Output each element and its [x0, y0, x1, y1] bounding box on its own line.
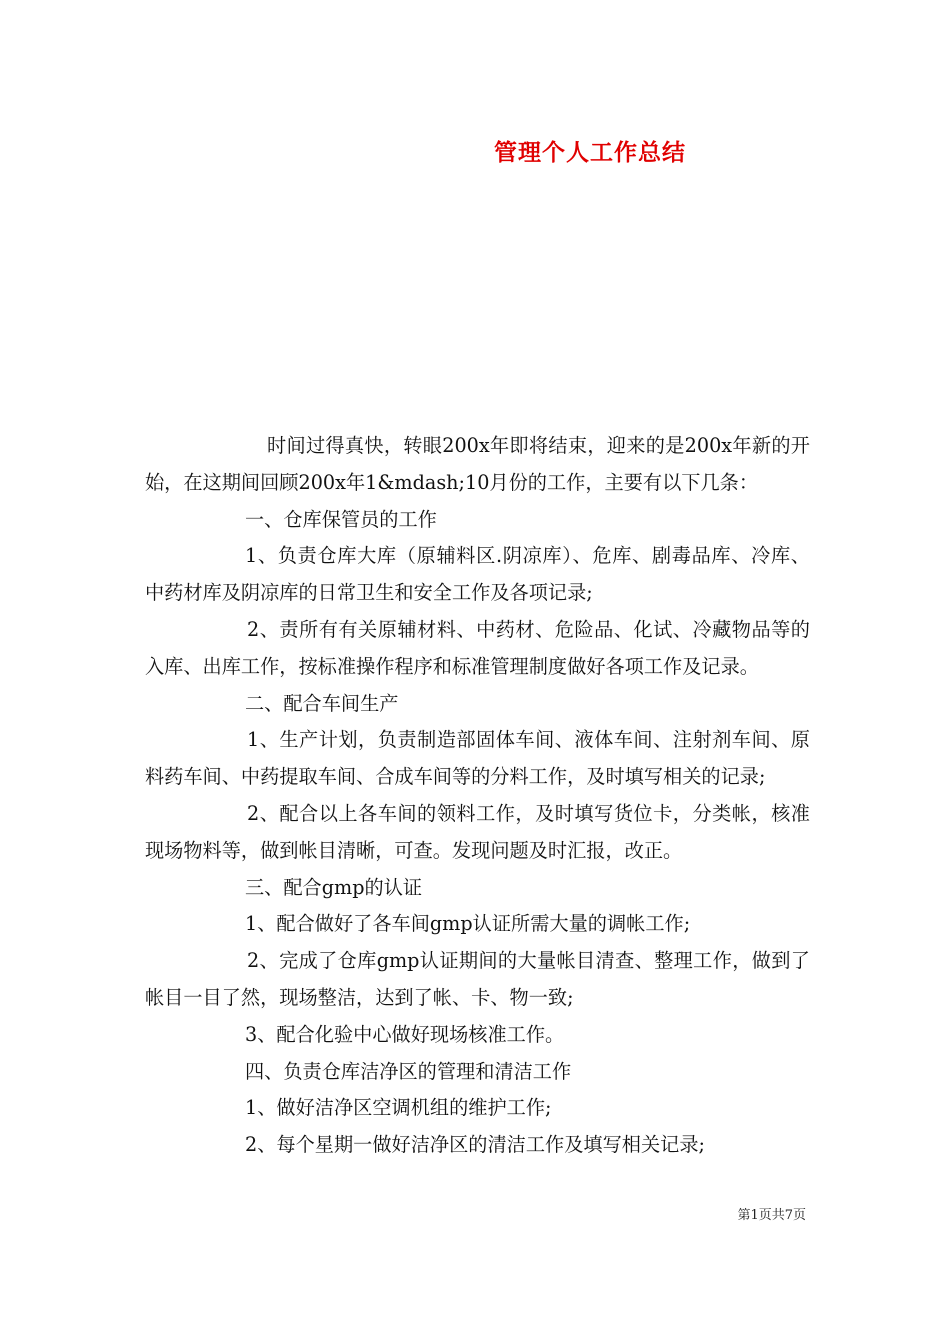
paragraph: 1、负责仓库大库（原辅料区.阴凉库）、危库、剧毒品库、冷库、中药材库及阴凉库的日常卫生和安全工作及各项记录;	[145, 544, 810, 605]
section-heading: 一、仓库保管员的工作	[245, 507, 437, 531]
paragraph: 时间过得真快，转眼200x年即将结束，迎来的是200x年新的开始，在这期间回顾200x年1&mdash;10月份的工作，主要有以下几条：	[145, 434, 810, 494]
paragraph: 1、生产计划，负责制造部固体车间、液体车间、注射剂车间、原料药车间、中药提取车间、合成车间等的分料工作，及时填写相关的记录;	[145, 728, 810, 789]
paragraph: 2、完成了仓库gmp认证期间的大量帐目清查、整理工作，做到了帐目一目了然，现场整洁，达到了帐、卡、物一致;	[145, 949, 810, 1009]
paragraph: 2、责所有有关原辅材料、中药材、危险品、化试、冷藏物品等的入库、出库工作，按标准操作程序和标准管理制度做好各项工作及记录。	[145, 617, 810, 678]
page-number: 第1页共7页	[737, 1208, 806, 1223]
document-body	[145, 428, 810, 1164]
paragraph: 3、配合化验中心做好现场核准工作。	[245, 1022, 565, 1046]
document-title: 管理个人工作总结	[494, 139, 686, 166]
section-heading: 四、负责仓库洁净区的管理和清洁工作	[245, 1059, 572, 1083]
paragraph: 2、配合以上各车间的领料工作，及时填写货位卡，分类帐，核准现场物料等，做到帐目清晰，可查。发现问题及时汇报，改正。	[145, 801, 810, 862]
section-heading: 三、配合gmp的认证	[245, 875, 423, 899]
section-heading: 二、配合车间生产	[245, 691, 399, 715]
paragraph: 1、配合做好了各车间gmp认证所需大量的调帐工作;	[245, 912, 691, 936]
paragraph: 2、每个星期一做好洁净区的清洁工作及填写相关记录;	[245, 1133, 705, 1157]
paragraph: 1、做好洁净区空调机组的维护工作;	[245, 1096, 552, 1120]
